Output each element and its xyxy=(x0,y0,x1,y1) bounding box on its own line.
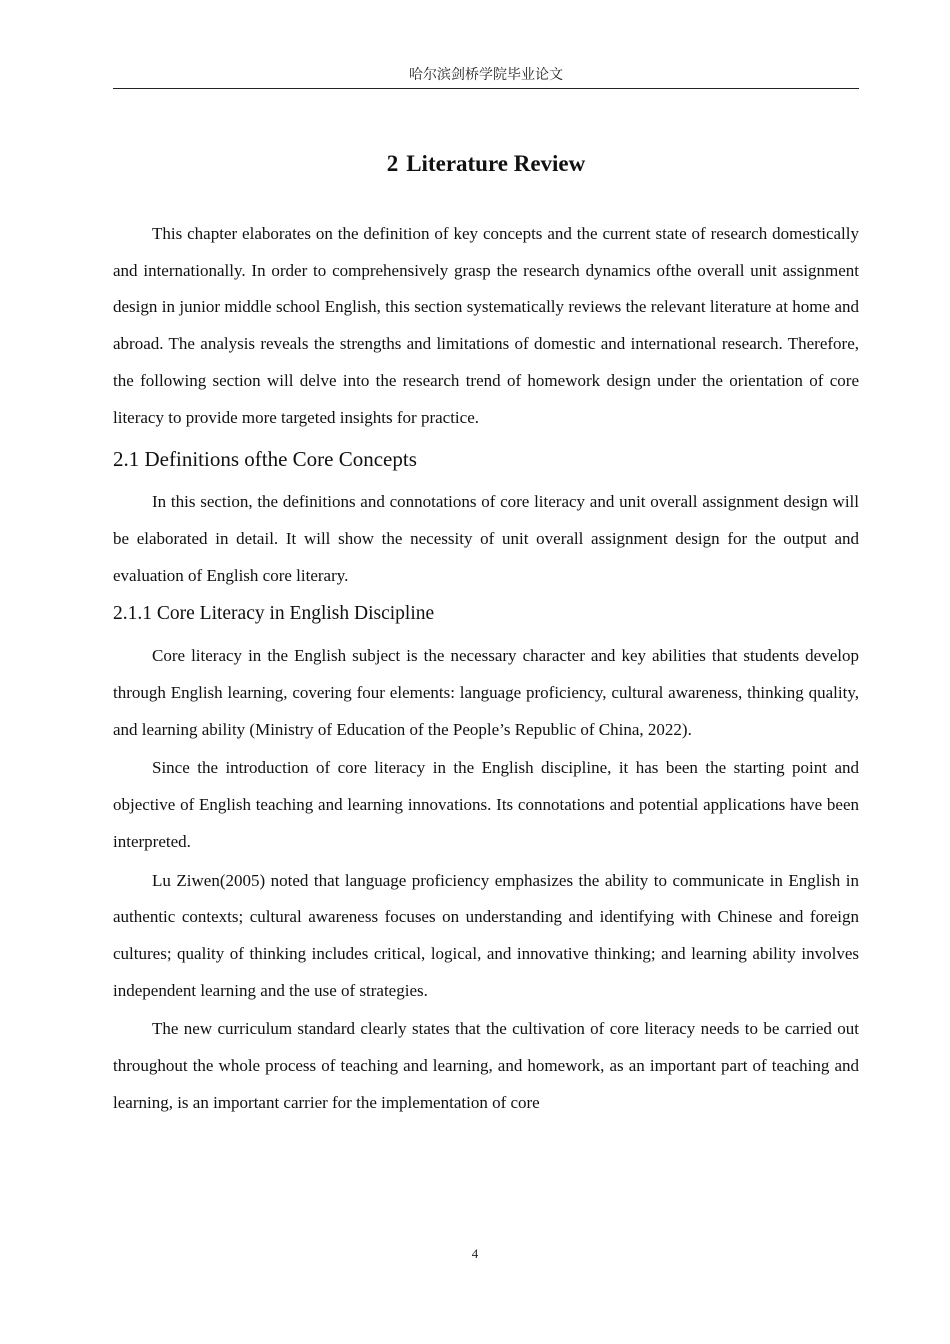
running-header: 哈尔滨剑桥学院毕业论文 xyxy=(113,64,859,89)
body-paragraph: Core literacy in the English subject is the necessary character and key abilities that students develop through English learning, covering four elements: language proficiency, cultural awareness, thinking quality, and learning ability (Ministry of Education of the People’s Republic of China, 2022). xyxy=(113,646,859,739)
body-paragraph: Lu Ziwen(2005) noted that language proficiency emphasizes the ability to communicate in English in authentic contexts; cultural awareness focuses on understanding and identifying with Chinese and foreign cultures; quality of thinking includes critical, logical, and innovative thinking; and learning ability involves independent learning and the use of strategies. xyxy=(113,870,859,1000)
body-paragraph: The new curriculum standard clearly states that the cultivation of core literacy needs to be carried out throughout the whole process of teaching and learning, and homework, as an important part of teaching and learning, is an important carrier for the implementation of core xyxy=(113,1019,859,1112)
section-heading-2-1: 2.1 Definitions ofthe Core Concepts xyxy=(113,447,417,472)
section-heading-2-1-1: 2.1.1 Core Literacy in English Discipline xyxy=(113,603,435,625)
body-paragraph: Since the introduction of core literacy in the English discipline, it has been the starting point and objective of English teaching and learning innovations. Its connotations and potential applications have been interpreted. xyxy=(113,758,859,851)
chapter-intro-paragraph: This chapter elaborates on the definition of key concepts and the current state of research domestically and internationally. In order to comprehensively grasp the research dynamics ofthe overall unit assignment design in junior middle school English, this section systematically reviews the relevant literature at home and abroad. The analysis reveals the strengths and limitations of domestic and international research. Therefore, the following section will delve into the research trend of homework design under the orientation of core literacy to provide more targeted insights for practice. xyxy=(113,224,859,427)
chapter-title xyxy=(113,146,859,182)
chapter-number: 2 xyxy=(386,151,399,176)
page-number: 4 xyxy=(471,1246,479,1261)
section-2-1-paragraph: In this section, the definitions and connotations of core literacy and unit overall assignment design will be elaborated in detail. It will show the necessity of unit overall assignment design for the output and evaluation of English core literary. xyxy=(113,492,859,585)
page-content xyxy=(113,146,859,1121)
chapter-title-text: Literature Review xyxy=(406,151,586,176)
